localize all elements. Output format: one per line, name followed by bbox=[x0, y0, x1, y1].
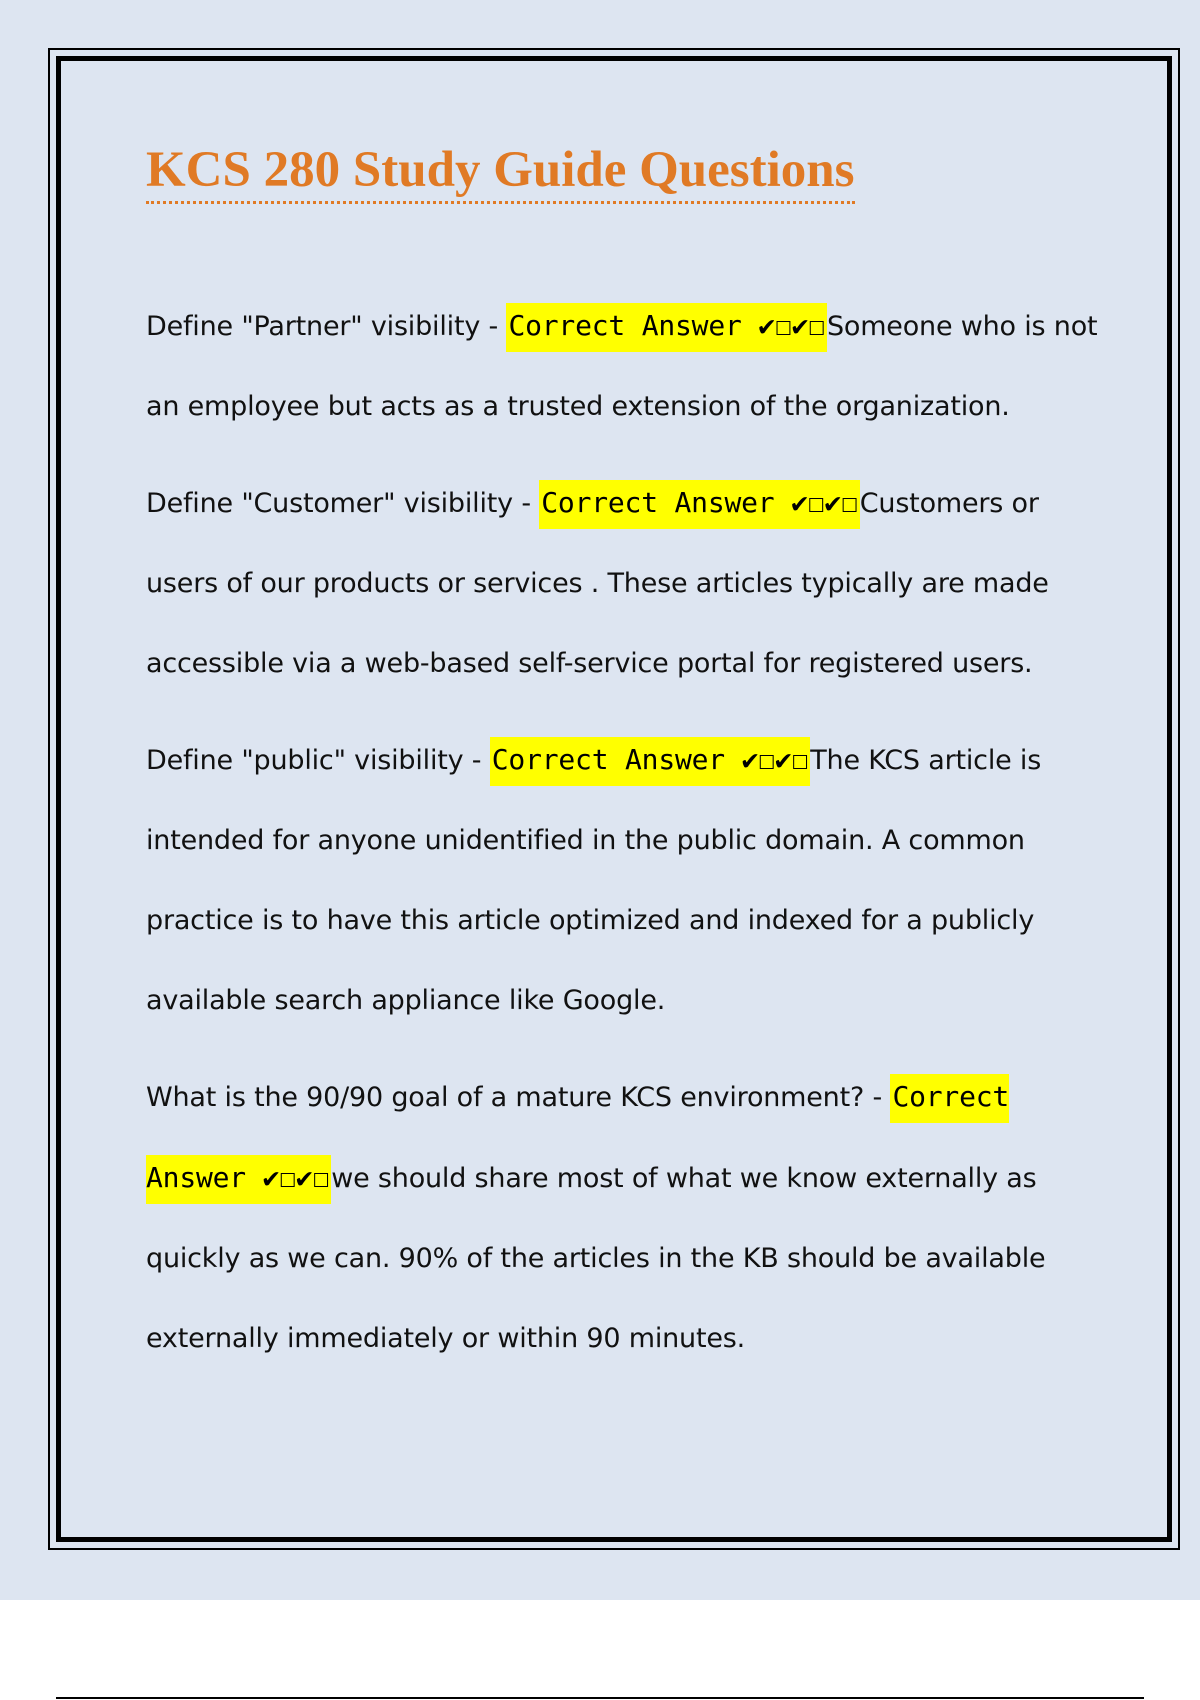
qa-item-90-90-goal bbox=[146, 1057, 1106, 1379]
answer-text: Customers or users of our products or services . These articles typically are made accessible via a web-based self-service portal for registered users. bbox=[146, 488, 1049, 680]
correct-answer-tag: Correct Answer ✔☐✔☐ bbox=[506, 303, 827, 352]
qa-list bbox=[146, 286, 1106, 1379]
question-text: What is the 90/90 goal of a mature KCS environment? - bbox=[146, 1082, 891, 1114]
qa-item-partner-visibility bbox=[146, 286, 1106, 447]
answer-text: we should share most of what we know externally as quickly as we can. 90% of the articles in the KB should be available externally immediately or within 90 minutes. bbox=[146, 1163, 1046, 1355]
qa-item-public-visibility bbox=[146, 720, 1106, 1041]
document-body bbox=[146, 140, 1106, 1395]
correct-answer-tag: Correct Answer ✔☐✔☐ bbox=[490, 737, 811, 786]
correct-answer-tag: Correct Answer ✔☐✔☐ bbox=[539, 480, 860, 529]
answer-text: Someone who is not an employee but acts as a trusted extension of the organization. bbox=[146, 311, 1098, 423]
footer-divider bbox=[56, 1697, 1144, 1699]
question-text: Define "Customer" visibility - bbox=[146, 488, 540, 520]
question-text: Define "public" visibility - bbox=[146, 745, 490, 777]
document-title: KCS 280 Study Guide Questions bbox=[146, 140, 855, 204]
qa-item-customer-visibility bbox=[146, 463, 1106, 704]
correct-answer-tag: Correct Answer ✔☐✔☐ bbox=[146, 1074, 1009, 1204]
question-text: Define "Partner" visibility - bbox=[146, 311, 507, 343]
answer-text: The KCS article is intended for anyone unidentified in the public domain. A common practice is to have this article optimized and indexed for a publicly available search appliance like Google. bbox=[146, 745, 1042, 1017]
